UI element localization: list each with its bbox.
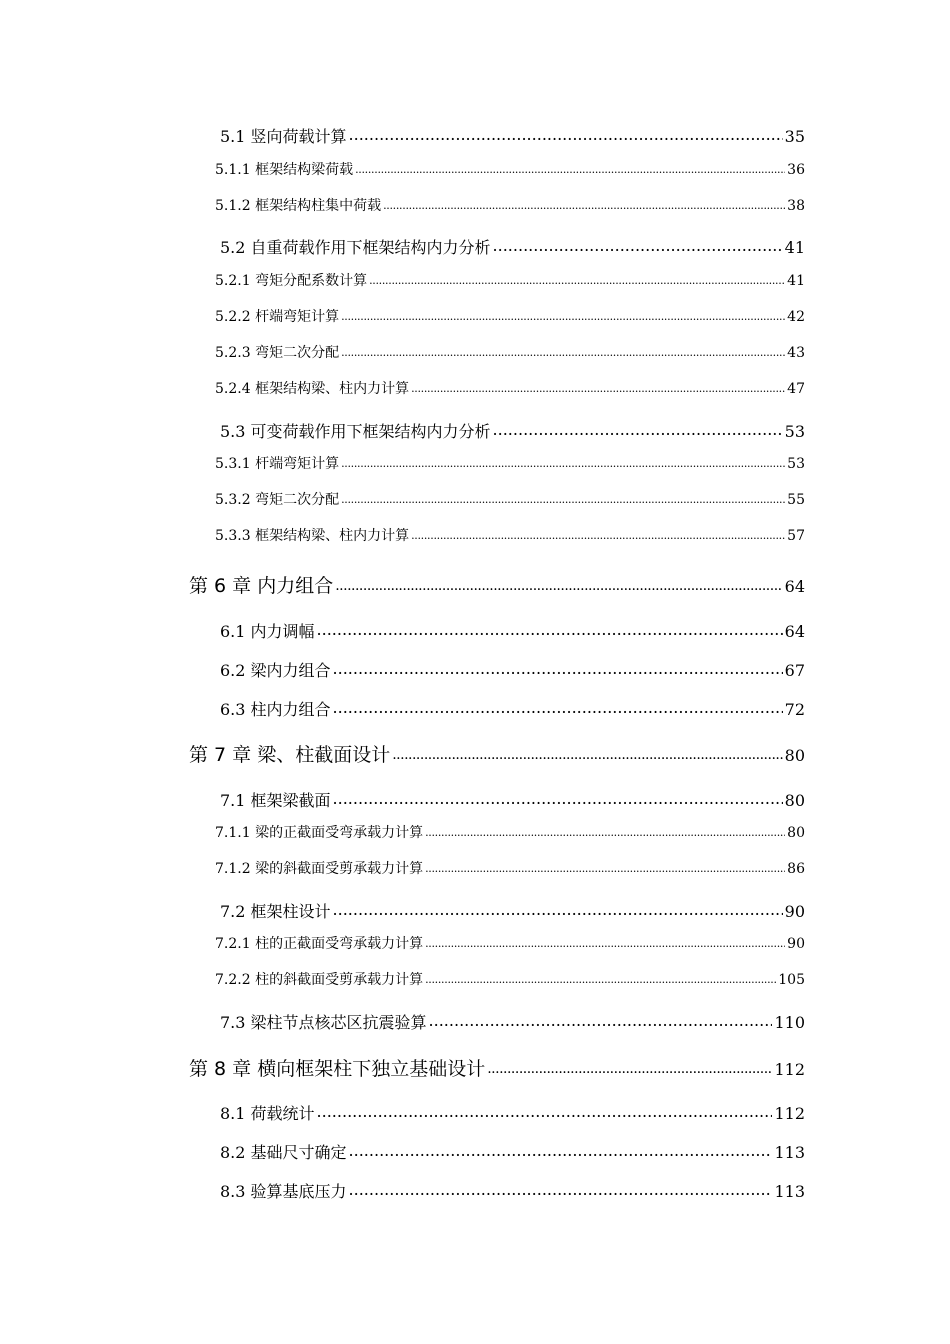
dot-leader bbox=[429, 1012, 773, 1028]
toc-entry-title: 8.1 荷载统计 bbox=[220, 1104, 315, 1123]
toc-entry-5-1-1[interactable] bbox=[215, 159, 805, 179]
dot-leader bbox=[341, 307, 785, 321]
toc-entry-page: 113 bbox=[774, 1143, 805, 1162]
toc-entry-page: 112 bbox=[774, 1104, 805, 1123]
toc-entry-page: 41 bbox=[784, 238, 805, 257]
toc-entry-title: 8.2 基础尺寸确定 bbox=[220, 1143, 347, 1162]
toc-entry-title: 第 8 章 横向框架柱下独立基础设计 bbox=[189, 1058, 486, 1080]
toc-entry-7-1[interactable] bbox=[220, 788, 805, 811]
toc-entry-title: 5.1 竖向荷载计算 bbox=[220, 127, 347, 146]
toc-entry-7-1-2[interactable] bbox=[215, 858, 805, 878]
toc-entry-5-2[interactable] bbox=[220, 235, 805, 258]
toc-entry-6-3[interactable] bbox=[220, 697, 805, 720]
toc-entry-page: 38 bbox=[787, 198, 805, 214]
toc-entry-page: 64 bbox=[784, 577, 805, 596]
toc-entry-5-3-2[interactable] bbox=[215, 489, 805, 509]
toc-entry-8-1[interactable] bbox=[220, 1101, 805, 1124]
dot-leader bbox=[349, 126, 783, 142]
toc-entry-page: 112 bbox=[774, 1060, 805, 1079]
dot-leader bbox=[341, 490, 785, 504]
dot-leader bbox=[425, 934, 785, 948]
toc-entry-page: 80 bbox=[787, 825, 805, 841]
toc-entry-page: 42 bbox=[787, 309, 805, 325]
toc-entry-page: 57 bbox=[787, 528, 805, 544]
dot-leader bbox=[317, 1103, 773, 1119]
dot-leader bbox=[341, 343, 785, 357]
toc-entry-page: 41 bbox=[787, 273, 805, 289]
dot-leader bbox=[317, 621, 783, 637]
dot-leader bbox=[425, 823, 785, 837]
toc-entry-title: 6.3 柱内力组合 bbox=[220, 700, 331, 719]
dot-leader bbox=[349, 1142, 773, 1158]
toc-entry-page: 72 bbox=[784, 700, 805, 719]
toc-entry-5-1[interactable] bbox=[220, 124, 805, 147]
dot-leader bbox=[487, 1056, 772, 1075]
toc-entry-title: 7.1.1 梁的正截面受弯承载力计算 bbox=[215, 825, 424, 841]
dot-leader bbox=[333, 660, 783, 676]
dot-leader bbox=[355, 160, 785, 174]
toc-entry-chapter-6[interactable] bbox=[189, 571, 805, 598]
dot-leader bbox=[493, 421, 783, 437]
toc-entry-page: 47 bbox=[787, 381, 805, 397]
toc-entry-5-2-1[interactable] bbox=[215, 270, 805, 290]
toc-entry-5-3-3[interactable] bbox=[215, 525, 805, 545]
toc-entry-page: 80 bbox=[784, 791, 805, 810]
dot-leader bbox=[333, 790, 783, 806]
toc-entry-title: 7.1.2 梁的斜截面受剪承载力计算 bbox=[215, 861, 424, 877]
toc-entry-page: 110 bbox=[774, 1013, 805, 1032]
toc-entry-page: 35 bbox=[784, 127, 805, 146]
toc-entry-page: 90 bbox=[787, 936, 805, 952]
toc-entry-title: 6.1 内力调幅 bbox=[220, 622, 315, 641]
toc-entry-5-3-1[interactable] bbox=[215, 453, 805, 473]
dot-leader bbox=[392, 742, 782, 761]
toc-entry-5-2-3[interactable] bbox=[215, 342, 805, 362]
toc-entry-7-2-1[interactable] bbox=[215, 933, 805, 953]
dot-leader bbox=[333, 699, 783, 715]
toc-entry-title: 5.3 可变荷载作用下框架结构内力分析 bbox=[220, 422, 491, 441]
toc-entry-title: 7.2.1 柱的正截面受弯承载力计算 bbox=[215, 936, 424, 952]
toc-entry-6-2[interactable] bbox=[220, 658, 805, 681]
toc-entry-title: 7.1 框架梁截面 bbox=[220, 791, 331, 810]
toc-entry-title: 6.2 梁内力组合 bbox=[220, 661, 331, 680]
toc-entry-title: 第 6 章 内力组合 bbox=[189, 575, 334, 597]
toc-entry-page: 55 bbox=[787, 492, 805, 508]
toc-entry-title: 5.3.3 框架结构梁、柱内力计算 bbox=[215, 528, 410, 544]
toc-entry-page: 105 bbox=[778, 972, 805, 988]
toc-entry-title: 5.2 自重荷载作用下框架结构内力分析 bbox=[220, 238, 491, 257]
toc-entry-page: 86 bbox=[787, 861, 805, 877]
toc-entry-7-1-1[interactable] bbox=[215, 822, 805, 842]
toc-entry-title: 5.2.2 杆端弯矩计算 bbox=[215, 309, 340, 325]
toc-entry-title: 8.3 验算基底压力 bbox=[220, 1182, 347, 1201]
dot-leader bbox=[383, 196, 785, 210]
dot-leader bbox=[411, 526, 785, 540]
dot-leader bbox=[341, 454, 785, 468]
dot-leader bbox=[425, 859, 785, 873]
toc-entry-title: 5.1.2 框架结构柱集中荷载 bbox=[215, 198, 382, 214]
toc-entry-8-2[interactable] bbox=[220, 1140, 805, 1163]
toc-entry-chapter-7[interactable] bbox=[189, 740, 805, 767]
toc-entry-5-1-2[interactable] bbox=[215, 195, 805, 215]
toc-entry-page: 80 bbox=[784, 746, 805, 765]
toc-entry-7-3[interactable] bbox=[220, 1010, 805, 1033]
toc-entry-page: 113 bbox=[774, 1182, 805, 1201]
toc-entry-title: 5.3.1 杆端弯矩计算 bbox=[215, 456, 340, 472]
toc-entry-5-2-4[interactable] bbox=[215, 378, 805, 398]
toc-entry-7-2-2[interactable] bbox=[215, 969, 805, 989]
toc-entry-title: 5.2.1 弯矩分配系数计算 bbox=[215, 273, 368, 289]
toc-entry-7-2[interactable] bbox=[220, 899, 805, 922]
toc-entry-page: 53 bbox=[784, 422, 805, 441]
dot-leader bbox=[425, 970, 776, 984]
dot-leader bbox=[493, 237, 783, 253]
toc-entry-page: 43 bbox=[787, 345, 805, 361]
toc-entry-chapter-8[interactable] bbox=[189, 1054, 805, 1081]
toc-entry-page: 64 bbox=[784, 622, 805, 641]
toc-entry-page: 53 bbox=[787, 456, 805, 472]
toc-entry-title: 7.2.2 柱的斜截面受剪承载力计算 bbox=[215, 972, 424, 988]
dot-leader bbox=[335, 573, 782, 592]
toc-entry-title: 7.2 框架柱设计 bbox=[220, 902, 331, 921]
toc-entry-title: 5.2.3 弯矩二次分配 bbox=[215, 345, 340, 361]
toc-entry-5-2-2[interactable] bbox=[215, 306, 805, 326]
toc-entry-5-3[interactable] bbox=[220, 419, 805, 442]
toc-entry-page: 90 bbox=[784, 902, 805, 921]
toc-entry-title: 5.3.2 弯矩二次分配 bbox=[215, 492, 340, 508]
toc-entry-8-3[interactable] bbox=[220, 1179, 805, 1202]
dot-leader bbox=[349, 1181, 773, 1197]
toc-entry-title: 5.1.1 框架结构梁荷载 bbox=[215, 162, 354, 178]
toc-entry-page: 36 bbox=[787, 162, 805, 178]
toc-entry-6-1[interactable] bbox=[220, 619, 805, 642]
dot-leader bbox=[369, 271, 785, 285]
toc-entry-page: 67 bbox=[784, 661, 805, 680]
toc-entry-title: 5.2.4 框架结构梁、柱内力计算 bbox=[215, 381, 410, 397]
dot-leader bbox=[333, 901, 783, 917]
toc-entry-title: 7.3 梁柱节点核芯区抗震验算 bbox=[220, 1013, 427, 1032]
toc-entry-title: 第 7 章 梁、柱截面设计 bbox=[189, 744, 391, 766]
dot-leader bbox=[411, 379, 785, 393]
